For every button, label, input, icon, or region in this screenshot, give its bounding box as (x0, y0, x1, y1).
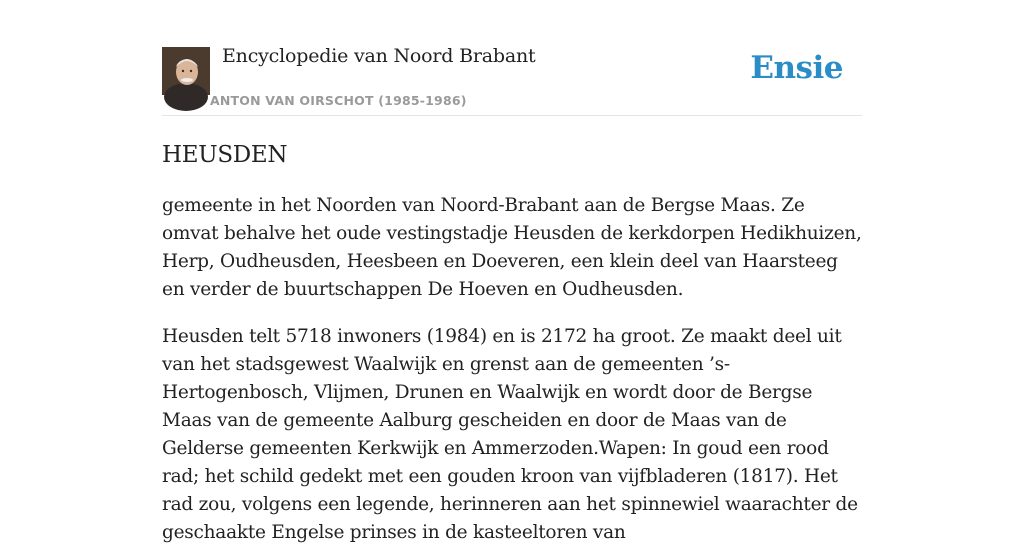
avatar-portrait-icon (162, 47, 210, 95)
article-container (162, 0, 862, 547)
entry-title: HEUSDEN (162, 142, 288, 168)
header (162, 0, 862, 116)
source-title[interactable]: Encyclopedie van Noord Brabant (222, 45, 536, 67)
brand-logo[interactable]: Ensie (750, 50, 843, 86)
avatar[interactable] (162, 47, 210, 95)
author-name[interactable]: ANTON VAN OIRSCHOT (1985-1986) (210, 93, 467, 108)
entry-paragraph: Heusden telt 5718 inwoners (1984) en is 2172 ha groot. Ze maakt deel uit van het stadsgewest Waalwijk en grenst aan de gemeenten ’s-Hertogenbosch, Vlijmen, Drunen en Waalwijk en wordt door de Bergse Maas van de gemeente Aalburg gescheiden en door de Maas van de Gelderse gemeenten Kerkwijk en Ammerzoden.Wapen: In goud een rood rad; het schild gedekt met een gouden kroon van vijfbladeren (1817). Het rad zou, volgens een legende, herinneren aan het spinnewiel waarachter de geschaakte Engelse prinses in de kasteeltoren van (162, 326, 858, 543)
entry-paragraph: gemeente in het Noorden van Noord-Brabant aan de Bergse Maas. Ze omvat behalve het oude vestingstadje Heusden de kerkdorpen Hedikhuizen, Herp, Oudheusden, Heesbeen en Doeveren, een klein deel van Haarsteeg en verder de buurtschappen De Hoeven en Oudheusden. (162, 195, 862, 300)
